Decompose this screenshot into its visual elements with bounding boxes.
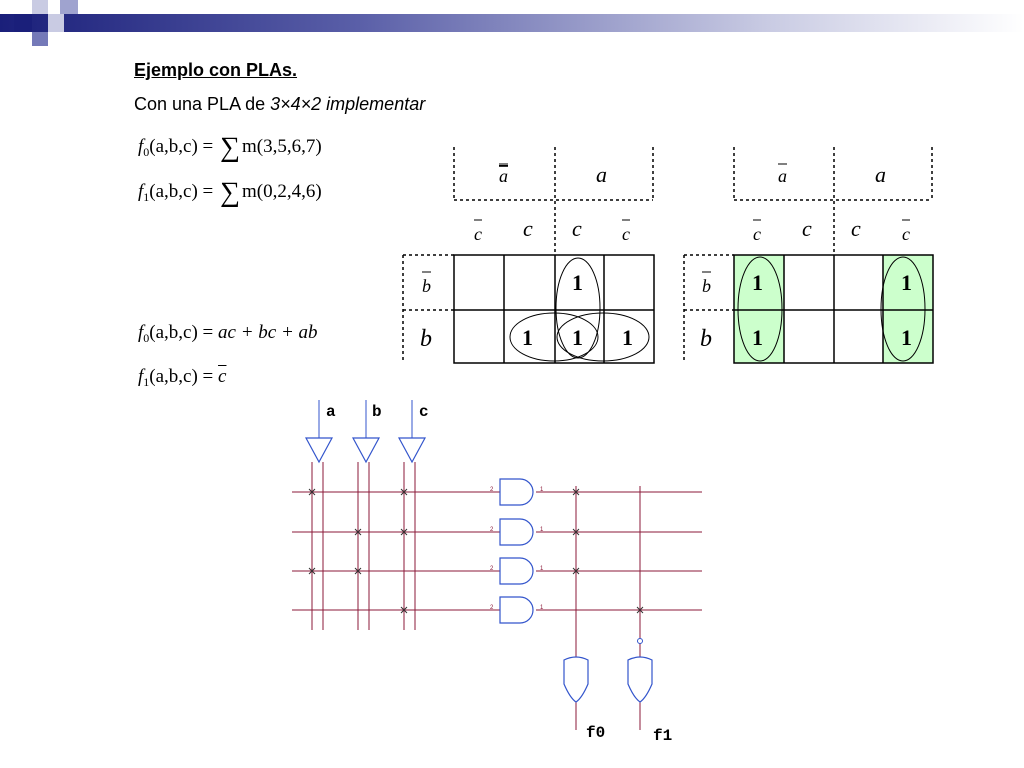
label-c-bar: c [753,224,761,244]
kmap-cell: 1 [572,270,583,295]
label-a: a [875,162,886,187]
input-label-a: a [326,403,336,421]
eq-rhs: m(3,5,6,7) [242,136,322,157]
eq-subscript: 1 [143,375,150,389]
subtitle-suffix: implementar [321,94,426,114]
label-b-bar: b [702,276,711,296]
or-gate [564,657,588,702]
eq-f-symbol: f [138,366,144,387]
input-columns [312,462,415,630]
label-c: c [523,216,533,241]
eq-rhs: ac + bc + ab [218,322,318,343]
sigma-symbol: ∑ [220,177,240,208]
and-gate [500,558,533,584]
or-gate [628,657,652,702]
eq-args: (a,b,c) = [149,366,219,387]
subtitle-prefix: Con una PLA de [134,94,271,114]
kmap-cell: 1 [522,325,533,350]
eq-f-symbol: f [138,322,144,343]
pin-label: 2 [490,566,494,572]
kmap-cell: 1 [572,325,583,350]
and-gate [500,597,533,623]
kmap-cell: 1 [901,325,912,350]
pin-label: 1 [540,605,544,611]
crosspoints [309,489,643,613]
label-b-bar: b [422,276,431,296]
eq-subscript: 0 [143,331,150,345]
kmap-cell: 1 [622,325,633,350]
label-c: c [851,216,861,241]
eq-rhs: m(0,2,4,6) [242,181,322,202]
sigma-symbol: ∑ [220,132,240,163]
label-a-bar: a [499,166,508,186]
pin-label: 2 [490,605,494,611]
input-buffer [353,438,379,462]
and-gate [500,519,533,545]
kmap-f1 [684,147,933,363]
kmap-cell: 1 [752,325,763,350]
output-label-f1: f1 [653,727,673,745]
input-label-c: c [419,403,429,421]
label-b: b [420,326,432,352]
kmap-f0 [403,147,654,363]
slide-title: Ejemplo con PLAs. [134,60,298,80]
input-label-b: b [372,403,382,421]
eq-f-symbol: f [138,181,144,202]
pla-circuit [292,400,702,745]
eq-args: (a,b,c) = [149,181,219,202]
pin-label: 1 [540,527,544,533]
label-c-bar: c [622,224,630,244]
eq-args: (a,b,c) = [149,136,219,157]
label-c: c [802,216,812,241]
pin-label: 1 [540,487,544,493]
pin-label: 1 [540,566,544,572]
label-c: c [572,216,582,241]
output-columns [576,486,640,730]
grouping-loop [557,313,649,361]
kmap-cell: 1 [901,270,912,295]
input-buffer [306,438,332,462]
input-buffer [399,438,425,462]
label-b: b [700,326,712,352]
eq-f-symbol: f [138,136,144,157]
pin-label: 2 [490,527,494,533]
label-a: a [596,162,607,187]
eq-args: (a,b,c) = [149,322,219,343]
label-a-bar: a [778,166,787,186]
eq-rhs: $\overline{c}$ [218,366,227,387]
label-c-bar: c [902,224,910,244]
kmap-cell: 1 [752,270,763,295]
label-c-bar: c [474,224,482,244]
inverter-bubble [638,639,643,644]
eq-subscript: 1 [143,190,150,204]
subtitle-dims: 3×4×2 [270,94,322,114]
output-label-f0: f0 [586,724,606,742]
pin-label: 2 [490,487,494,493]
and-gate [500,479,533,505]
eq-subscript: 0 [143,145,150,159]
